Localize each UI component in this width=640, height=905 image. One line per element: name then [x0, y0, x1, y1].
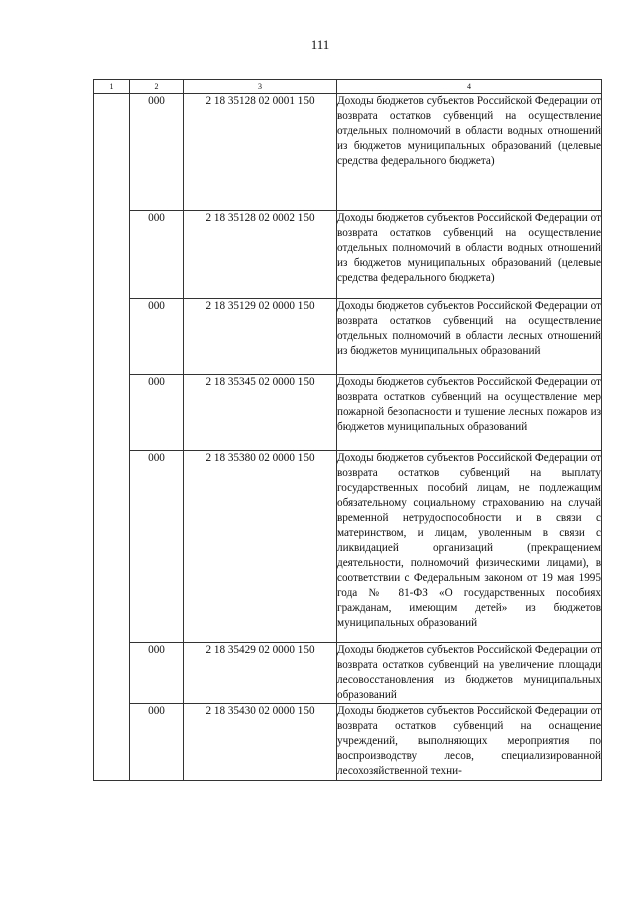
budget-classification-code-cell: 2 18 35429 02 0000 150	[184, 643, 337, 704]
income-name-cell: Доходы бюджетов субъектов Российской Федерации от возврата остатков субвенций на осуществление отдельных полномочий в области водных отношений из бюджетов муниципальных образований (целевые средства федерального бюджета)	[337, 211, 602, 299]
admin-code-cell: 000	[130, 375, 184, 451]
admin-code-cell: 000	[130, 211, 184, 299]
budget-classification-code-cell: 2 18 35380 02 0000 150	[184, 451, 337, 643]
admin-code-cell: 000	[130, 94, 184, 211]
column-number-3: 3	[184, 80, 337, 94]
admin-code-cell: 000	[130, 643, 184, 704]
column-numbers-row	[94, 80, 602, 94]
table-row	[94, 299, 602, 375]
income-name-cell: Доходы бюджетов субъектов Российской Федерации от возврата остатков субвенций на выплату государственных пособий лицам, не подлежащим обязательному социальному страхованию на случай временной нетрудоспособности и в связи с материнством, и лицам, уволенным в связи с ликвидацией организаций (прекращением деятельности, полномочий физическими лицами), в соответствии с Федеральным законом от 19 мая 1995 года № 81-ФЗ «О государственных пособиях гражданам, имеющим детей» из бюджетов муниципальных образований	[337, 451, 602, 643]
budget-classification-code-cell: 2 18 35430 02 0000 150	[184, 704, 337, 781]
income-codes-table	[93, 79, 602, 781]
income-name-cell: Доходы бюджетов субъектов Российской Федерации от возврата остатков субвенций на оснащение учреждений, выполняющих мероприятия по воспроизводству лесов, специализированной лесохозяйственной техни-	[337, 704, 602, 781]
budget-classification-code-cell: 2 18 35128 02 0002 150	[184, 211, 337, 299]
budget-classification-code-cell: 2 18 35345 02 0000 150	[184, 375, 337, 451]
income-name-cell: Доходы бюджетов субъектов Российской Федерации от возврата остатков субвенций на осуществление мер пожарной безопасности и тушение лесных пожаров из бюджетов муниципальных образований	[337, 375, 602, 451]
table-row	[94, 375, 602, 451]
table-row	[94, 211, 602, 299]
column-number-4: 4	[337, 80, 602, 94]
table-row	[94, 643, 602, 704]
admin-code-cell: 000	[130, 451, 184, 643]
admin-code-cell: 000	[130, 299, 184, 375]
budget-classification-code-cell: 2 18 35129 02 0000 150	[184, 299, 337, 375]
admin-code-cell: 000	[130, 704, 184, 781]
income-name-cell: Доходы бюджетов субъектов Российской Федерации от возврата остатков субвенций на осуществление отдельных полномочий в области лесных отношений из бюджетов муниципальных образований	[337, 299, 602, 375]
income-name-cell: Доходы бюджетов субъектов Российской Федерации от возврата остатков субвенций на увеличение площади лесовосстановления из бюджетов муниципальных образований	[337, 643, 602, 704]
page-number: 111	[310, 37, 330, 52]
table-row	[94, 451, 602, 643]
income-name-cell: Доходы бюджетов субъектов Российской Федерации от возврата остатков субвенций на осуществление отдельных полномочий в области водных отношений из бюджетов муниципальных образований (целевые средства федерального бюджета)	[337, 94, 602, 211]
budget-classification-code-cell: 2 18 35128 02 0001 150	[184, 94, 337, 211]
table-row	[94, 704, 602, 781]
empty-first-column-cell	[94, 94, 130, 781]
column-number-2: 2	[130, 80, 184, 94]
column-number-1: 1	[94, 80, 130, 94]
table-row	[94, 94, 602, 211]
